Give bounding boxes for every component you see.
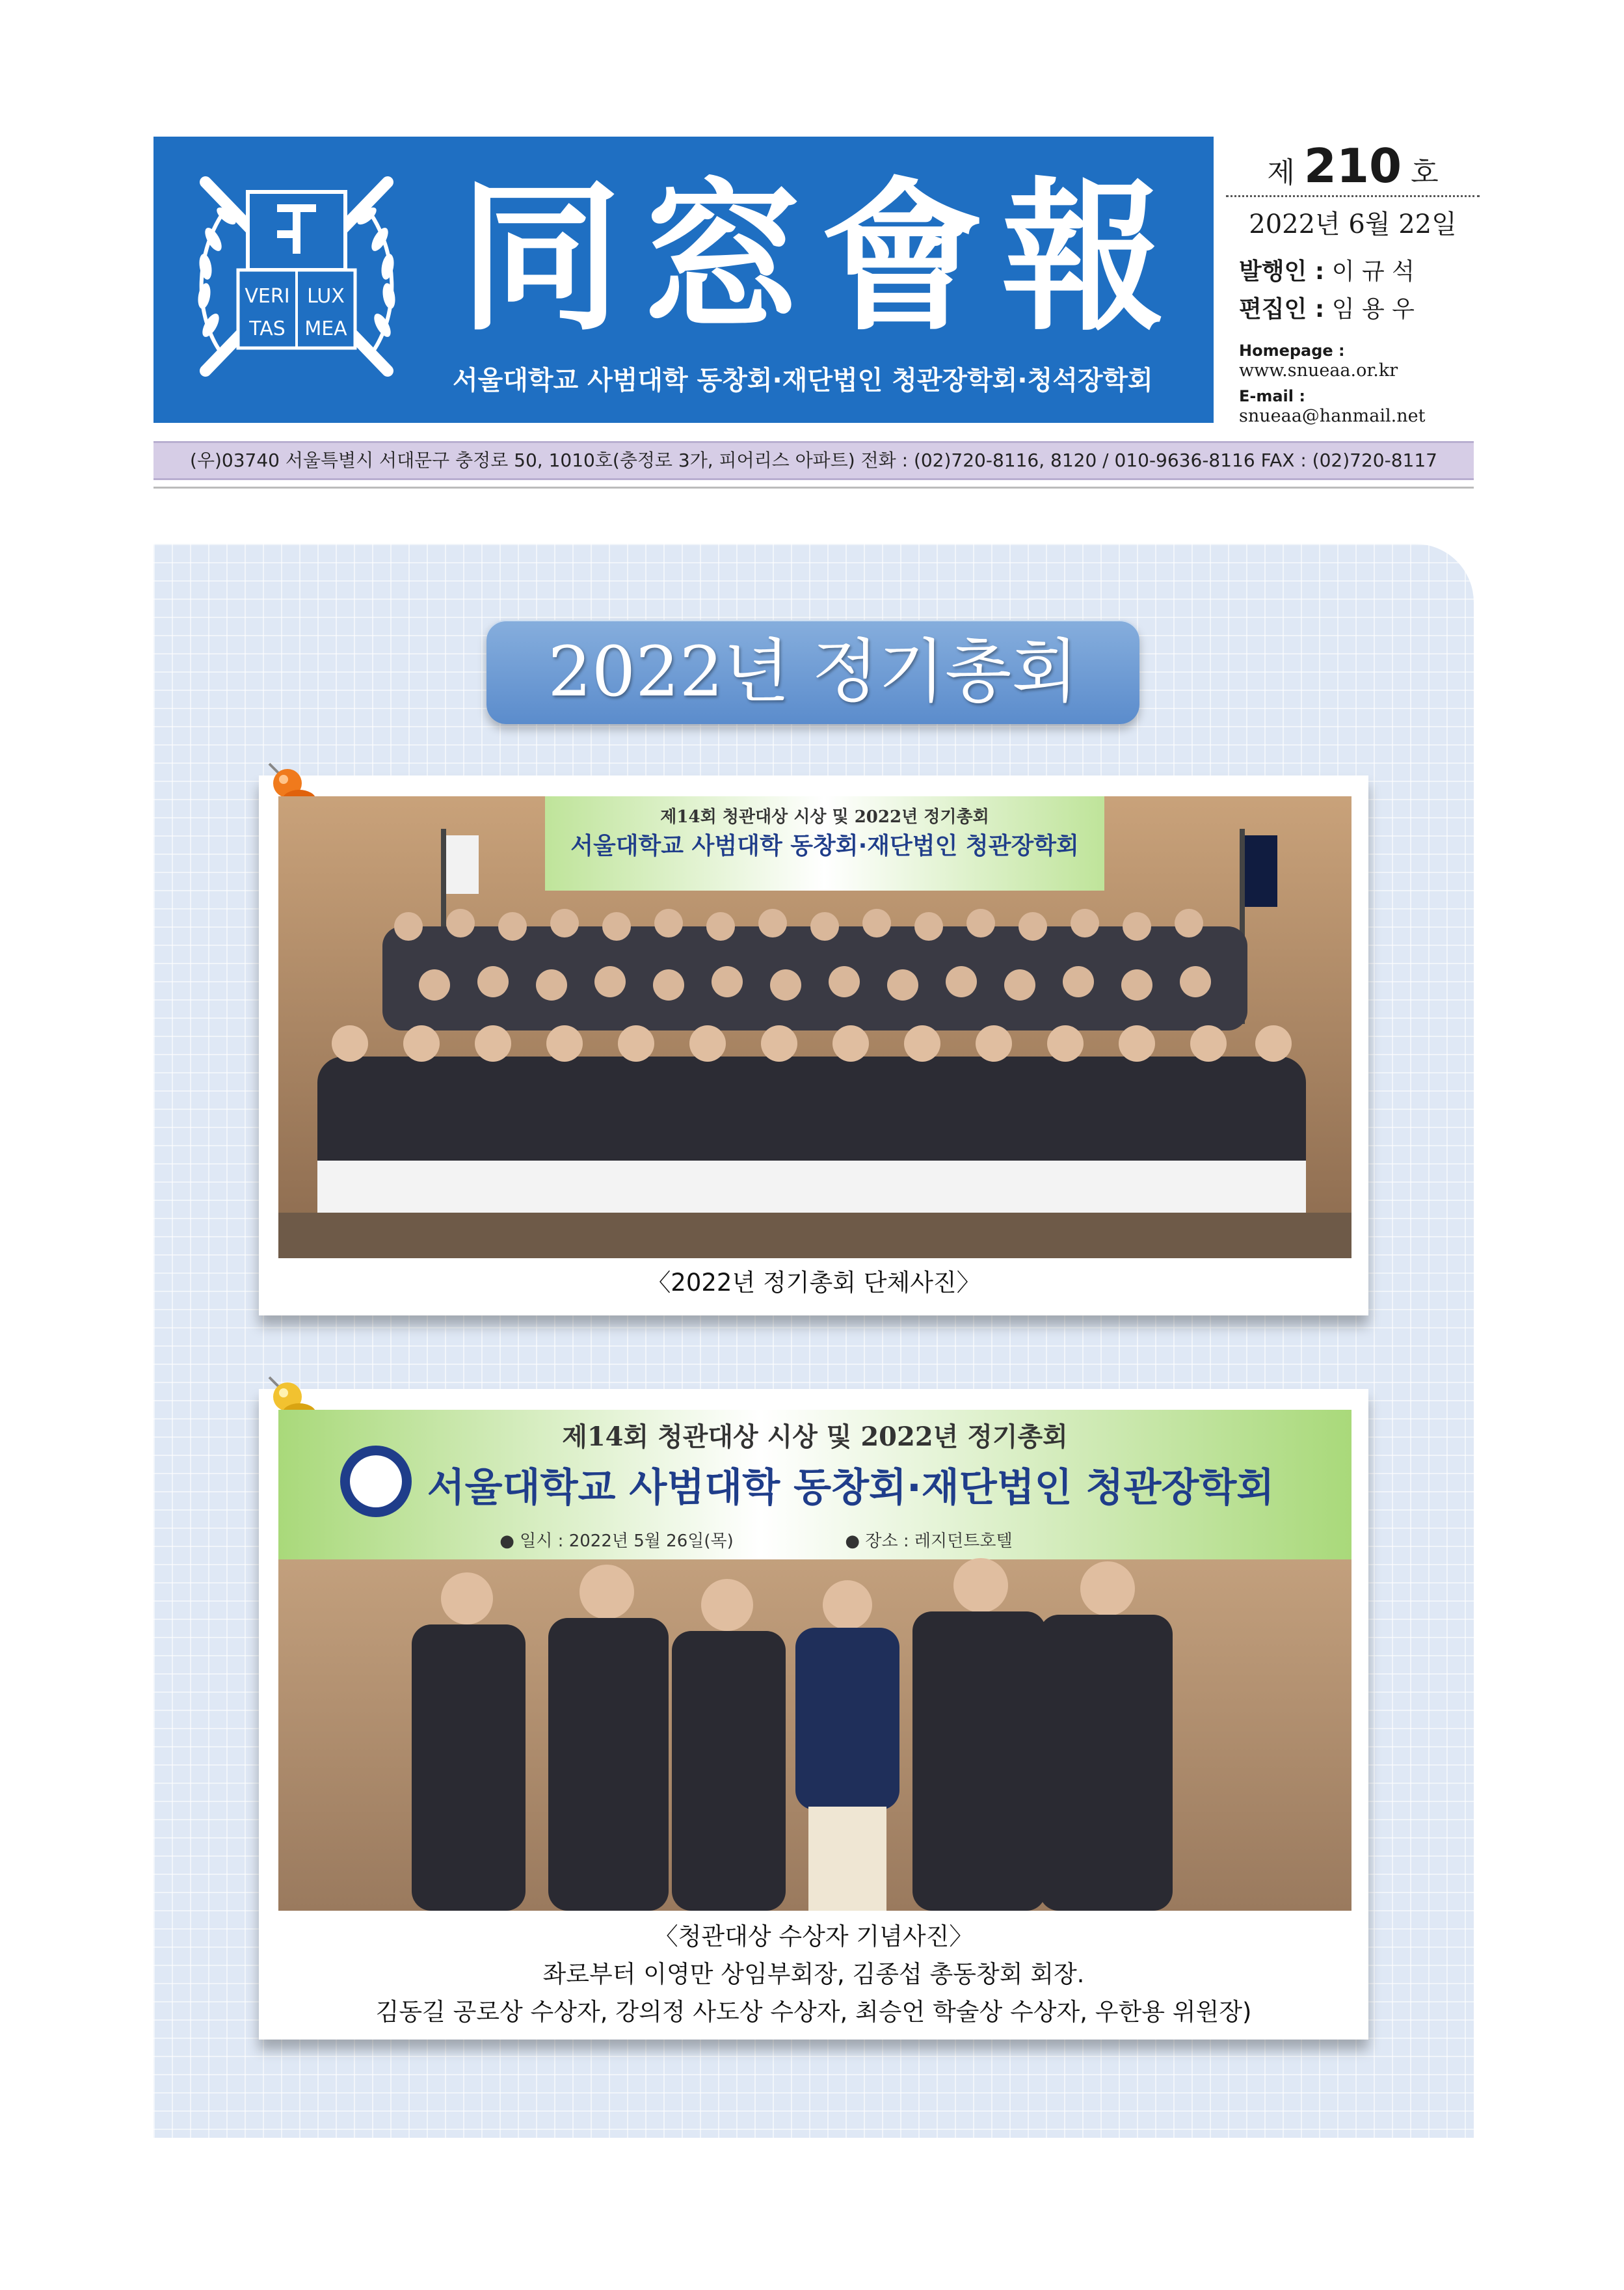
awardees-banner-line3: ● 일시 : 2022년 5월 26일(목) <box>499 1531 734 1551</box>
homepage-link[interactable]: www.snueaa.or.kr <box>1239 360 1398 381</box>
group-photo <box>278 796 1351 1258</box>
logo-text-mea: MEA <box>304 317 347 340</box>
newspaper-subtitle: 서울대학교 사범대학 동창회·재단법인 청관장학회·청석장학회 <box>453 366 1153 396</box>
group-photo-banner-line1: 제14회 청관대상 시상 및 2022년 정기총회 <box>660 807 989 827</box>
awardees-banner-line4: ● 장소 : 레지던트호텔 <box>845 1531 1013 1551</box>
publisher-name: 이 규 석 <box>1331 258 1415 285</box>
masthead <box>153 137 1214 423</box>
editor-line <box>1239 290 1480 329</box>
issue-number-value: 210 <box>1303 139 1402 193</box>
logo-text-lux: LUX <box>307 285 345 308</box>
university-emblem-icon <box>180 163 414 397</box>
logo-text-veri: VERI <box>245 285 290 308</box>
editor-label: 편집인 : <box>1239 296 1325 323</box>
issue-date: 2022년 6월 22일 <box>1249 209 1457 239</box>
group-photo-caption: 〈2022년 정기총회 단체사진〉 <box>646 1269 981 1297</box>
awardees-caption-line3: 김동길 공로상 수상자, 강의정 사도상 수상자, 최승언 학술상 수상자, 우한용 위원장) <box>375 1998 1252 2026</box>
newspaper-title: 同窓會報 <box>459 161 1182 353</box>
headline: 2022년 정기총회 <box>486 620 1139 724</box>
issue-info <box>1226 137 1480 429</box>
divider <box>153 487 1474 489</box>
awardees-caption-line2: 좌로부터 이영만 상임부회장, 김종섭 총동창회 회장. <box>542 1960 1085 1988</box>
email-link[interactable]: snueaa@hanmail.net <box>1239 406 1426 426</box>
email-label: E-mail : <box>1239 387 1305 405</box>
publisher-line <box>1239 252 1480 291</box>
editor-name: 임 용 우 <box>1331 296 1415 323</box>
publisher-label: 발행인 : <box>1239 258 1325 285</box>
issue-prefix: 제 <box>1267 156 1295 189</box>
awardees-photo <box>278 1410 1351 1911</box>
awardees-banner-line2: 서울대학교 사범대학 동창회·재단법인 청관장학회 <box>427 1465 1275 1511</box>
logo-text-tas: TAS <box>249 317 286 340</box>
homepage-label: Homepage : <box>1239 342 1345 360</box>
group-photo-banner-line2: 서울대학교 사범대학 동창회·재단법인 청관장학회 <box>570 833 1079 859</box>
awardees-caption-title: 〈청관대상 수상자 기념사진〉 <box>654 1922 974 1950</box>
awardees-banner-line1: 제14회 청관대상 시상 및 2022년 정기총회 <box>562 1421 1068 1452</box>
issue-number <box>1226 137 1480 197</box>
issue-suffix: 호 <box>1411 156 1439 189</box>
address-bar: (우)03740 서울특별시 서대문구 충정로 50, 1010호(충정로 3가, 피어리스 아파트) 전화 : (02)720-8116, 8120 / 010-9636-8116 FAX : (02)720-8117 <box>153 441 1474 480</box>
